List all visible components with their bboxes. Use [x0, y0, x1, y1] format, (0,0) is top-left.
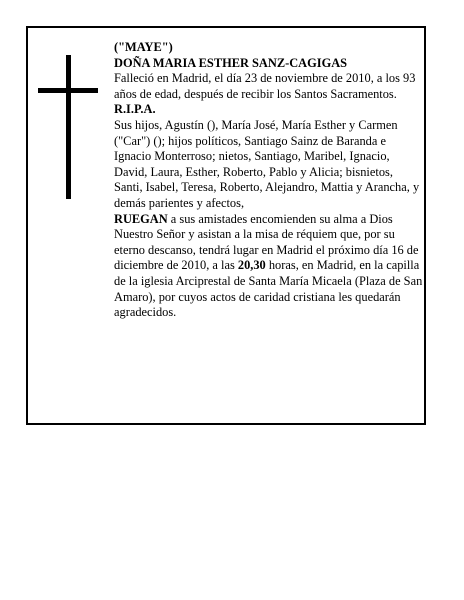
service-request: [114, 212, 424, 321]
cross-horizontal-bar: [38, 88, 98, 93]
cross-icon: [38, 55, 98, 199]
request-lead: RUEGAN: [114, 211, 168, 226]
request-text-part1: a sus amistades encomienden su alma a Dios Nuestro Señor y asistan a la misa de réquiem que, por su eterno descanso, tendrá lugar en Madrid el próximo día 16 de diciembre de 2010, a las: [114, 211, 419, 273]
death-statement: Falleció en Madrid, el día 23 de noviembre de 2010, a los 93 años de edad, después de recibir los Santos Sacramentos.: [114, 71, 416, 101]
notice-text: [114, 40, 424, 321]
family-list: Sus hijos, Agustín (), María José, María Esther y Carmen ("Car") (); hijos políticos, Santiago Sainz de Baranda e Ignacio Monterroso; nietos, Santiago, Maribel, Ignacio, David, Laura, Esther, Roberto, Pablo y Alicia; bisnietos, Santi, Isabel, Teresa, Roberto, Alejandro, Mattia y Arancha, y demás parientes y afectos,: [114, 117, 420, 210]
obituary-notice: [26, 26, 426, 425]
deceased-name: DOÑA MARIA ESTHER SANZ-CAGIGAS: [114, 55, 348, 70]
ripa-line: R.I.P.A.: [114, 102, 156, 117]
service-time: 20,30: [237, 258, 266, 273]
request-text-part2: horas, en Madrid, en la capilla de la iglesia Arciprestal de Santa María Micaela (Plaza de San Amaro), por cuyos actos de caridad cristiana les quedarán agradecidos.: [114, 258, 423, 320]
cross-vertical-bar: [66, 55, 71, 199]
deceased-nickname: ("MAYE"): [114, 40, 173, 54]
